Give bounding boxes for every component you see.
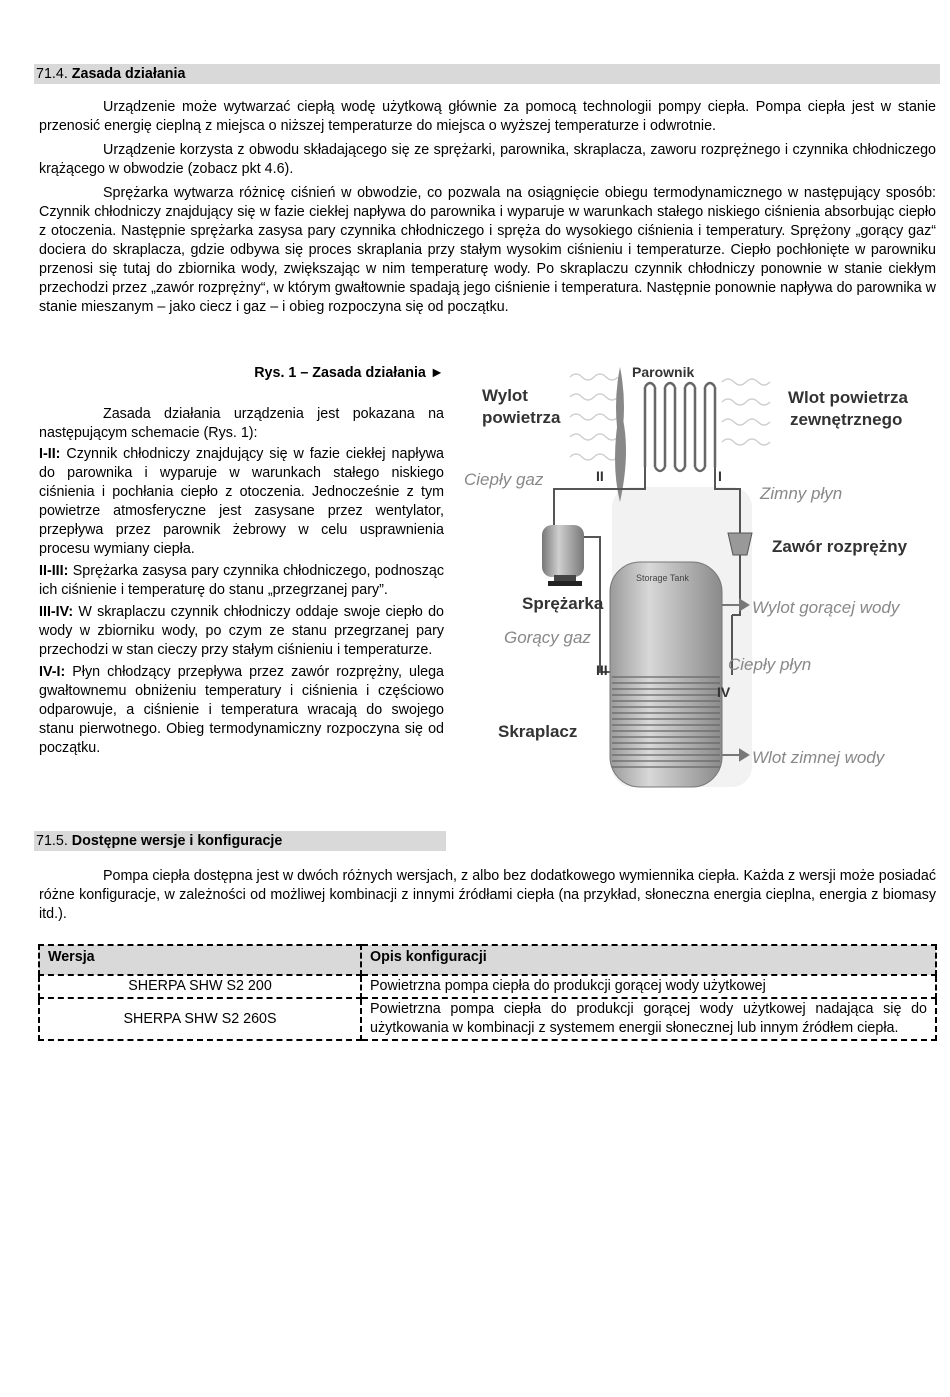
cell-description: Powietrzna pompa ciepła do produkcji gorącej wody użytkowej nadająca się do użytkowania w kombinacji z systemem energii słonecznej lub innym źródłem ciepła. [361, 998, 936, 1040]
cell-description: Powietrzna pompa ciepła do produkcji gorącej wody użytkowej [361, 975, 936, 998]
cell-version: SHERPA SHW S2 200 [39, 975, 361, 998]
compressor-icon [542, 525, 584, 586]
step-1-2: I-II: Czynnik chłodniczy znajdujący się w fazie ciekłej napływa do parownika i wyparuje w warunkach stałego niskiego ciśnienia i pochłania ciepło z otoczenia. Jednocześnie z tym powietrze atmosferyczne jest zasysane przez wentylator, przepływa przez parownik żebrowy w celu usprawnienia procesu wymiany ciepła. [39, 446, 444, 557]
header-description: Opis konfiguracji [361, 945, 936, 975]
label-wlot-2: zewnętrznego [790, 410, 903, 429]
label-wlot-zimnej: Wlot zimnej wody [752, 748, 885, 767]
label-wylot-1: Wylot [482, 386, 528, 405]
table-row [39, 975, 936, 998]
section-header-71-5 [34, 831, 446, 851]
label-wlot-1: Wlot powietrza [788, 388, 908, 407]
heat-pump-diagram [462, 357, 938, 797]
label-r1: I [718, 468, 722, 484]
label-zawor: Zawór rozprężny [772, 537, 908, 556]
label-goracy-gaz: Gorący gaz [504, 628, 591, 647]
section-title: Dostępne wersje i konfiguracje [71, 833, 283, 849]
label-sprezarka: Sprężarka [522, 594, 604, 613]
intro-paragraph-1: Urządzenie może wytwarzać ciepłą wodę użytkową głównie za pomocą technologii pompy ciepła. Pompa ciepła jest w stanie przenosić energię cieplną z miejsca o niższej temperaturze do miejsca o wyższej temperaturze i odwrotnie. [39, 99, 936, 134]
principle-column [39, 405, 444, 761]
section-header-71-4 [34, 64, 940, 84]
section-title: Zasada działania [71, 66, 186, 82]
label-r3: III [596, 662, 608, 678]
label-r4: IV [717, 684, 731, 700]
fan-icon [615, 367, 626, 502]
evaporator-coil-icon [645, 383, 715, 471]
configuration-table [38, 944, 937, 1041]
header-version: Wersja [39, 945, 361, 975]
label-zimny-plyn: Zimny płyn [760, 484, 843, 503]
label-skraplacz: Skraplacz [498, 722, 578, 741]
label-wylot-goracej: Wylot gorącej wody [752, 598, 900, 617]
intro-paragraph-3: Sprężarka wytwarza różnicę ciśnień w obwodzie, co pozwala na osiągnięcie obiegu termodynamicznego w następujący sposób: Czynnik chłodniczy znajdujący się w fazie ciekłej napływa do parownika i wyparuje w warunkach stałego niskiego ciśnienia absorbując ciepło z otoczenia. Następnie sprężarka zasysa pary czynnika chłodniczego i spręża do wysokiego ciśnienia i temperatury. Sprężony „gorący gaz“ dociera do skraplacza, gdzie odbywa się proces skraplania przy stałym wysokim ciśnieniu i temperaturze. Ciepło pochłonięte w parowniku przenosi się tutaj do zbiornika wody, zwiększając w nim temperaturę wody. Po skraplaczu czynnik chłodniczy ponownie w stanie ciekłym przechodzi przez „zawór rozprężny“, w którym gwałtownie spadają jego ciśnienie i temperatura. Następnie ponownie napływa do parownika w stanie mieszanym – jako ciecz i gaz – i obieg rozpoczyna się od początku. [39, 185, 936, 315]
principle-intro: Zasada działania urządzenia jest pokazana na następującym schemacie (Rys. 1): [39, 406, 444, 441]
cell-version: SHERPA SHW S2 260S [39, 998, 361, 1040]
step-4-1: IV-I: Płyn chłodzący przepływa przez zawór rozprężny, ulega gwałtownemu obniżeniu temperatury i ciśnienia i częściowo odparowuje, a ciśnienie i temperatura wracają do swojego stanu pierwotnego. Obieg termodynamiczny rozpoczyna się od początku. [39, 664, 444, 756]
label-parownik: Parownik [632, 364, 695, 380]
label-cieply-gaz: Ciepły gaz [464, 470, 544, 489]
table-row [39, 998, 936, 1040]
air-inlet-waves [722, 379, 770, 445]
label-r2: II [596, 468, 604, 484]
section-number: 71.4. [36, 66, 68, 82]
figure-caption: Rys. 1 – Zasada działania ► [254, 365, 444, 381]
section-number: 71.5. [36, 833, 68, 849]
label-storage: Storage Tank [636, 573, 689, 583]
versions-paragraph: Pompa ciepła dostępna jest w dwóch różnych wersjach, z albo bez dodatkowego wymiennika ciepła. Każda z wersji może posiadać różne konfiguracje, w zależności od możliwej kombinacji z innymi źródłami ciepła (na przykład, słoneczna energia cieplna, energia z biomasy itd.). [39, 868, 936, 922]
label-cieply-plyn: Ciepły płyn [728, 655, 812, 674]
step-3-4: III-IV: W skraplaczu czynnik chłodniczy oddaje swoje ciepło do wody w zbiorniku wody, po czym ze stanu przegrzanej pary przechodzi w stan cieczy przy stałym ciśnieniu i temperaturze. [39, 604, 444, 658]
air-outlet-waves [570, 374, 618, 460]
intro-paragraph-2: Urządzenie korzysta z obwodu składającego się ze sprężarki, parownika, skraplacza, zaworu rozprężnego i czynnika chłodniczego krążącego w obwodzie (zobacz pkt 4.6). [39, 142, 936, 177]
step-2-3: II-III: Sprężarka zasysa pary czynnika chłodniczego, podnosząc ich ciśnienie i temperaturę do stanu „przegrzanej pary”. [39, 563, 444, 598]
label-wylot-2: powietrza [482, 408, 561, 427]
table-header-row [39, 945, 936, 975]
storage-tank-icon [610, 562, 722, 787]
